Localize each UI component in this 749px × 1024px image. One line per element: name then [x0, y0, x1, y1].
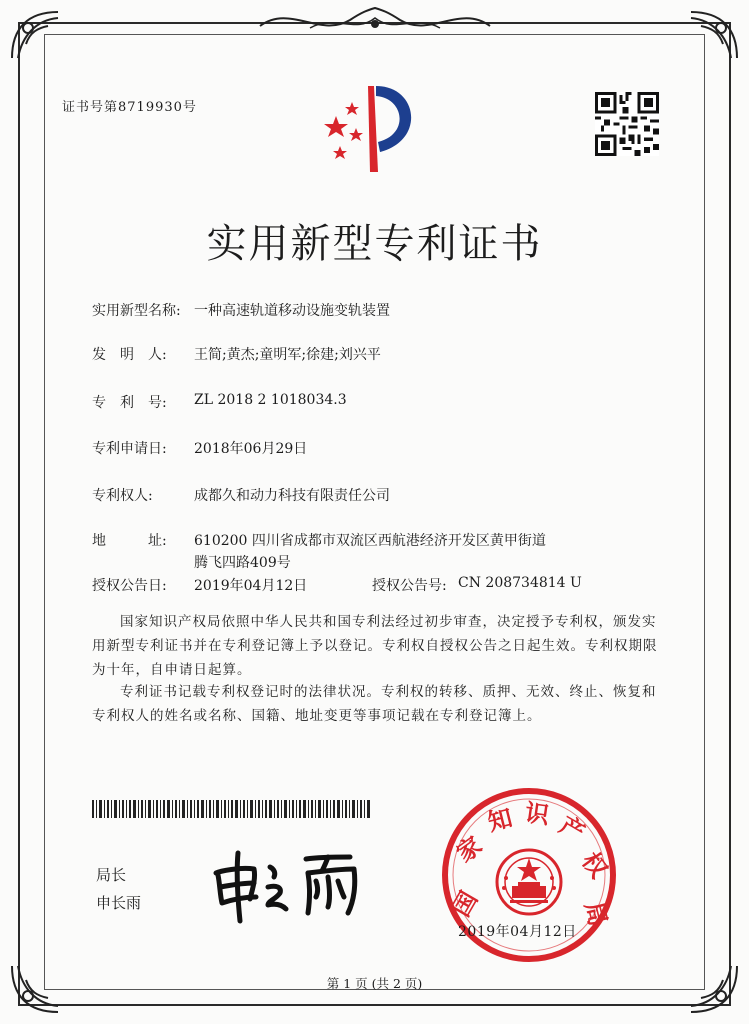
national-emblem-icon	[497, 850, 561, 914]
field-label: 专 利 号:	[92, 395, 167, 411]
field-label: 专利权人:	[92, 488, 153, 504]
svg-text:产: 产	[554, 810, 590, 848]
field-value: 一种高速轨道移动设施变轨装置	[194, 303, 390, 319]
svg-text:国: 国	[446, 886, 484, 922]
signatory-name: 申长雨	[96, 894, 142, 912]
svg-text:知: 知	[484, 802, 516, 837]
corner-ornament-top-left-icon	[8, 8, 64, 64]
handwritten-signature	[210, 845, 385, 925]
legal-paragraph-1: 国家知识产权局依照中华人民共和国专利法经过初步审查，决定授予专利权，颁发实用新型专利证书并在专利登记簿上予以登记。专利权自授权公告之日起生效。专利权期限为十年，自申请日起算。	[92, 614, 658, 678]
field-value-line1: 610200 四川省成都市双流区西航港经济开发区黄甲街道	[194, 533, 546, 549]
svg-text:局: 局	[579, 898, 614, 930]
legal-paragraph-2: 专利证书记载专利权登记时的法律状况。专利权的转移、质押、无效、终止、恢复和专利权人的姓名或名称、国籍、地址变更等事项记载在专利登记簿上。	[92, 684, 657, 724]
field-label: 授权公告号:	[372, 578, 447, 594]
field-value: 王简;黄杰;童明军;徐建;刘兴平	[194, 347, 381, 363]
field-value: CN 208734814 U	[458, 575, 582, 591]
field-value: ZL 2018 2 1018034.3	[194, 392, 347, 408]
qr-code-icon	[595, 92, 659, 156]
field-value-line2: 腾飞四路409号	[194, 555, 291, 571]
field-value: 2019年04月12日	[194, 578, 308, 594]
top-ornament-icon	[250, 4, 500, 40]
svg-text:识: 识	[523, 797, 552, 830]
field-value: 成都久和动力科技有限责任公司	[194, 488, 390, 504]
field-label: 地 址:	[92, 533, 167, 549]
field-label: 实用新型名称:	[92, 303, 181, 319]
field-value: 2018年06月29日	[194, 441, 308, 457]
certificate-title: 实用新型专利证书	[206, 221, 543, 267]
barcode-icon	[92, 800, 372, 818]
svg-text:家: 家	[450, 830, 488, 868]
certificate-number: 证书号第8719930号	[62, 100, 197, 115]
corner-ornament-top-right-icon	[685, 8, 741, 64]
page-footer: 第 1 页 (共 2 页)	[326, 976, 423, 991]
signatory-title: 局长	[96, 866, 127, 884]
field-label: 发 明 人:	[92, 347, 167, 363]
patent-office-logo-icon	[318, 80, 428, 176]
field-label: 专利申请日:	[92, 441, 167, 457]
svg-text:权: 权	[576, 846, 614, 884]
seal-date: 2019年04月12日	[458, 924, 577, 940]
field-label: 授权公告日:	[92, 578, 167, 594]
